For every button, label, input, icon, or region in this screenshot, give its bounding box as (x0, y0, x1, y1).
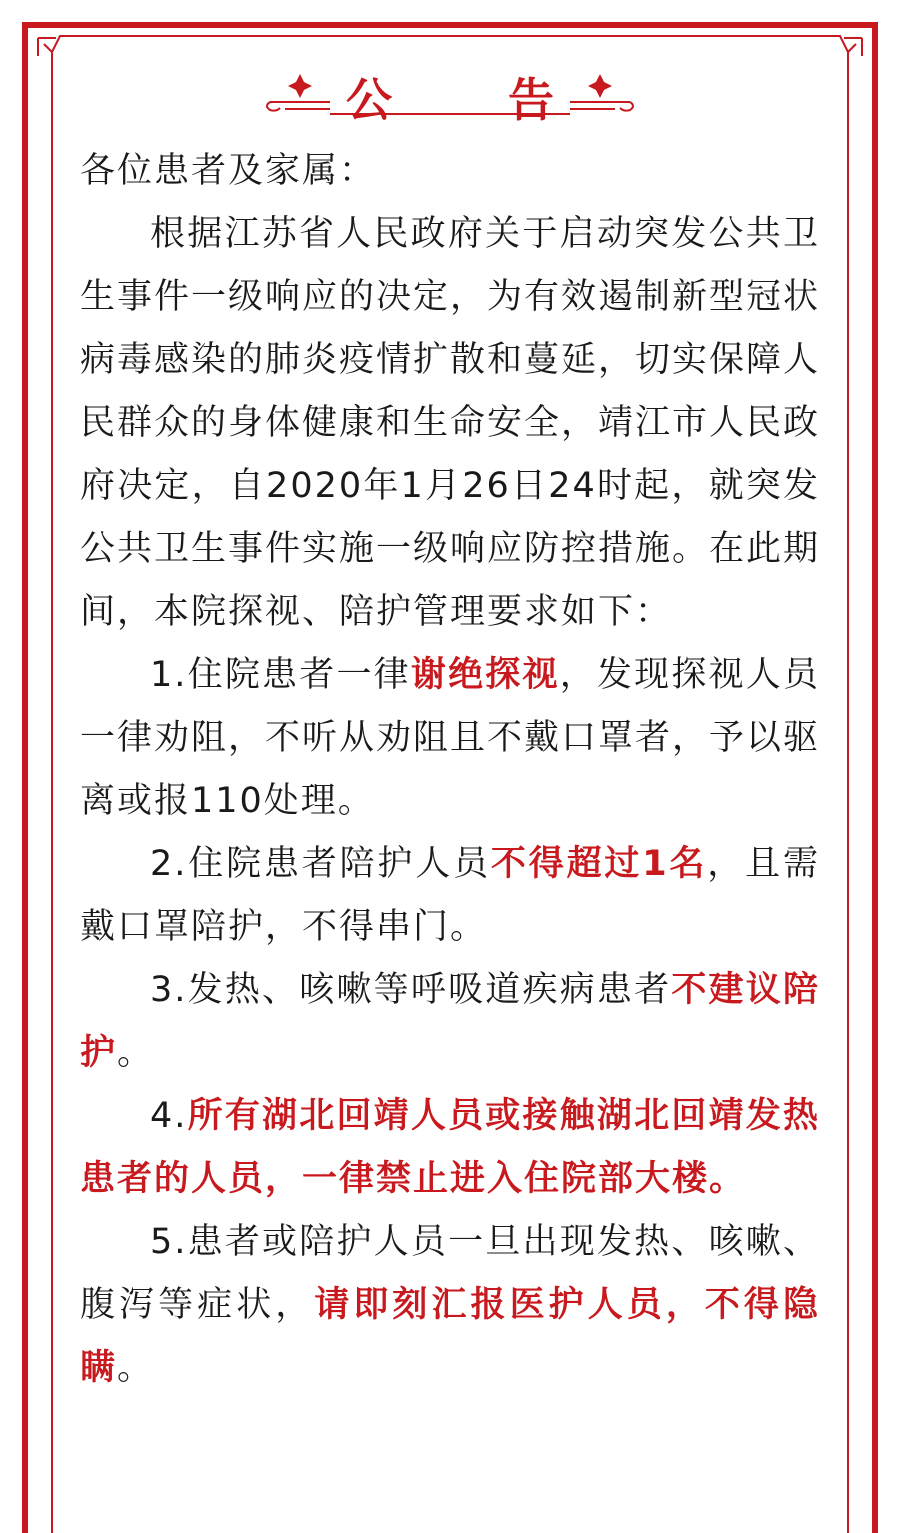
rule-text: 。 (117, 1033, 155, 1073)
rule-highlight: 不建议陪护 (80, 970, 820, 1073)
rule-text: 2.住院患者陪护人员 (150, 844, 491, 884)
rule-item (80, 1085, 820, 1211)
rule-text: 4. (150, 1096, 188, 1136)
rule-text: ，发现探视人员一律劝阻，不听从劝阻且不戴口罩者，予以驱离或报110处理。 (80, 655, 821, 821)
rule-text: ，且需戴口罩陪护，不得串门。 (80, 844, 820, 947)
rule-text: 。 (117, 1348, 155, 1388)
rule-highlight: 请即刻汇报医护人员，不得隐瞒 (80, 1285, 820, 1388)
rule-highlight: 谢绝探视 (410, 655, 560, 695)
title-char-1: 公 (346, 73, 392, 127)
notice-header (0, 52, 900, 127)
rule-item (80, 1211, 820, 1400)
rule-text: 1.住院患者一律 (150, 655, 411, 695)
salutation: 各位患者及家属： (80, 151, 377, 191)
intro-paragraph: 根据江苏省人民政府关于启动突发公共卫生事件一级响应的决定，为有效遏制新型冠状病毒感染的肺炎疫情扩散和蔓延，切实保障人民群众的身体健康和生命安全，靖江市人民政府决定，自2020年1月26日24时起，就突发公共卫生事件实施一级响应防控措施。在此期间，本院探视、陪护管理要求如下： (80, 214, 821, 632)
rule-item (80, 833, 820, 959)
rule-item (80, 959, 820, 1085)
left-sparkle-icon (288, 74, 312, 98)
notice-body (80, 140, 820, 1400)
title-ornament (0, 52, 900, 122)
rule-highlight: 所有湖北回靖人员或接触湖北回靖发热患者的人员，一律禁止进入住院部大楼。 (80, 1096, 820, 1199)
rule-text: 5.患者或陪护人员一旦出现发热、咳嗽、腹泻等症状， (80, 1222, 820, 1325)
rule-highlight: 不得超过1名 (490, 844, 708, 884)
rule-text: 3.发热、咳嗽等呼吸道疾病患者 (150, 970, 672, 1010)
rule-item (80, 644, 820, 833)
right-sparkle-icon (588, 74, 612, 98)
title-char-2: 告 (508, 73, 554, 127)
